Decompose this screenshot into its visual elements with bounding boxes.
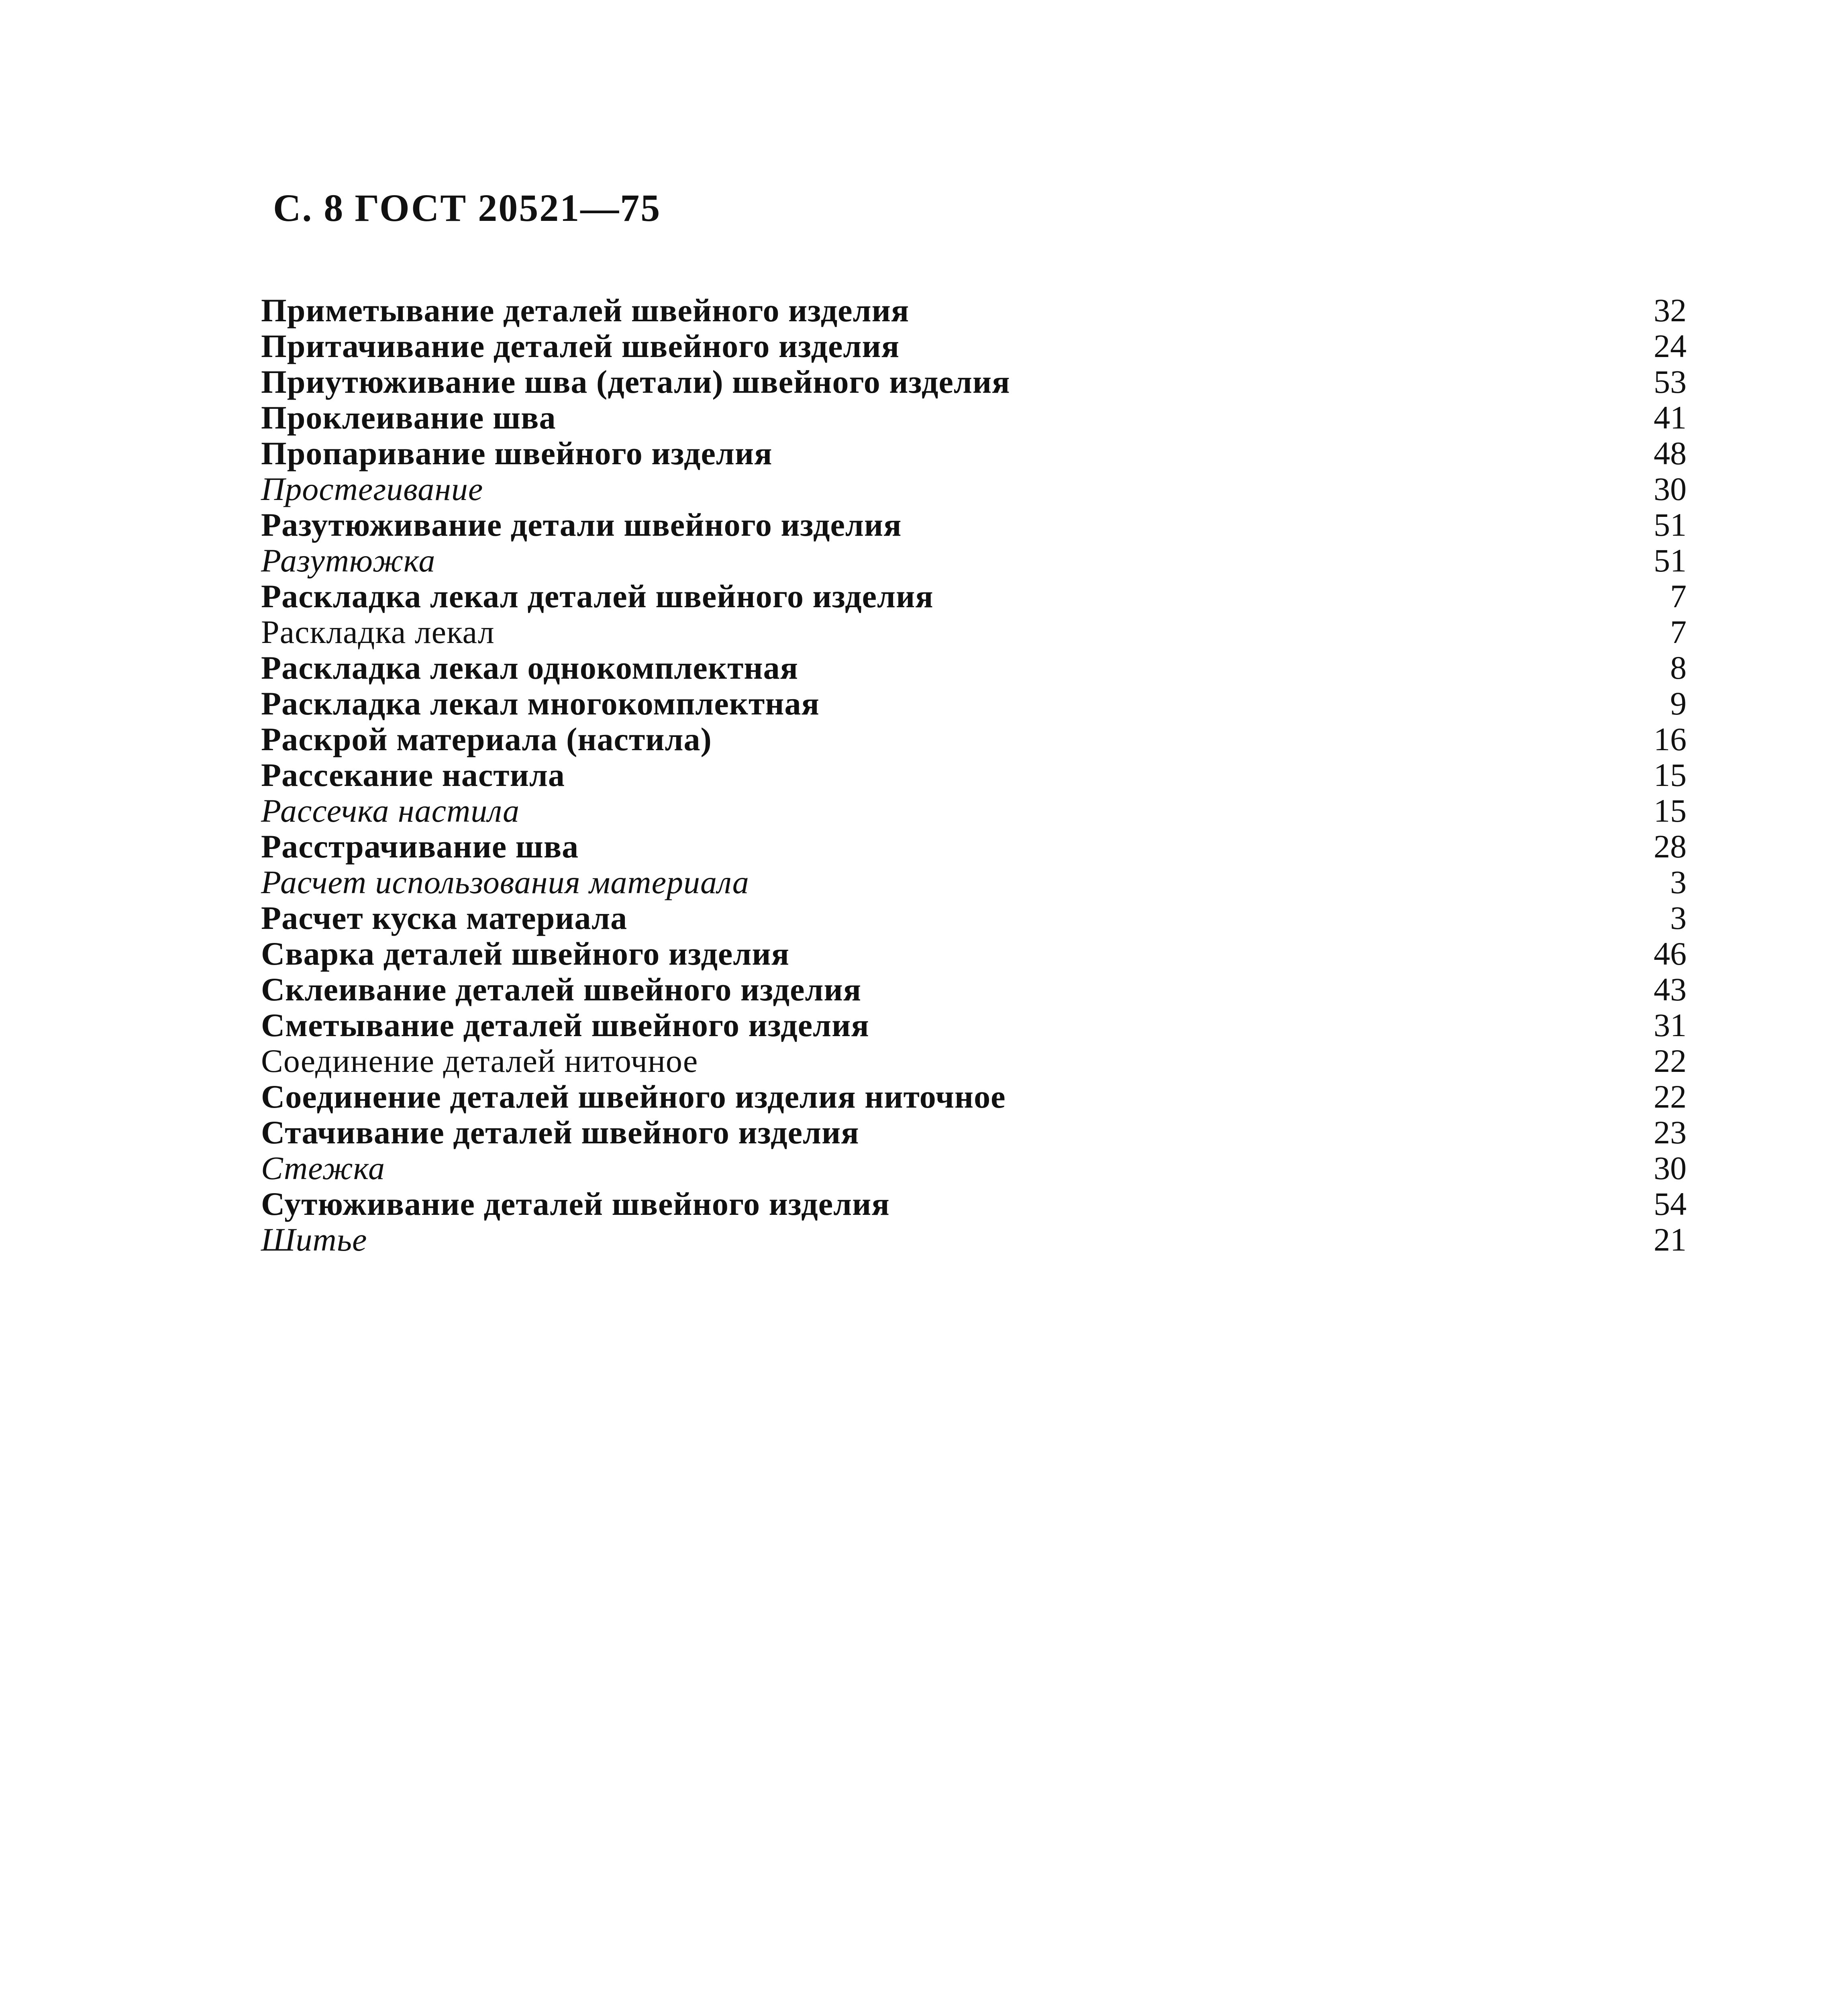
index-page-number: 22	[1654, 1078, 1687, 1115]
index-entry	[261, 400, 1687, 435]
index-page-number: 51	[1654, 542, 1687, 579]
index-term: Склеивание деталей швейного изделия	[261, 971, 862, 1008]
index-entry	[261, 650, 1687, 686]
index-page-number: 32	[1654, 292, 1687, 329]
index-entry	[261, 578, 1687, 614]
index-term: Притачивание деталей швейного изделия	[261, 328, 900, 364]
index-page-number: 28	[1654, 828, 1687, 865]
index-page-number: 15	[1654, 792, 1687, 829]
term-index-list	[261, 292, 1687, 1257]
index-entry	[261, 364, 1687, 400]
index-page-number: 41	[1654, 399, 1687, 436]
index-page-number: 24	[1654, 328, 1687, 364]
index-term: Проклеивание шва	[261, 399, 556, 436]
index-term: Приметывание деталей швейного изделия	[261, 292, 910, 329]
index-entry	[261, 507, 1687, 543]
index-entry	[261, 1222, 1687, 1257]
index-term: Сметывание деталей швейного изделия	[261, 1007, 869, 1043]
index-entry	[261, 936, 1687, 971]
index-entry	[261, 1114, 1687, 1150]
index-entry	[261, 971, 1687, 1007]
index-term: Соединение деталей швейного изделия ниточное	[261, 1078, 1006, 1115]
index-entry	[261, 292, 1687, 328]
index-page-number: 31	[1654, 1007, 1687, 1043]
index-term: Шитье	[261, 1221, 367, 1258]
index-page-number: 15	[1654, 757, 1687, 793]
index-term: Сварка деталей швейного изделия	[261, 935, 789, 972]
index-term: Стежка	[261, 1150, 386, 1186]
index-page-number: 9	[1670, 685, 1687, 722]
index-entry	[261, 864, 1687, 900]
index-page-number: 3	[1670, 900, 1687, 936]
index-page-number: 23	[1654, 1114, 1687, 1151]
index-term: Расчет использования материала	[261, 864, 749, 900]
index-page-number: 21	[1654, 1221, 1687, 1258]
index-page-number: 30	[1654, 1150, 1687, 1186]
index-entry	[261, 1079, 1687, 1114]
index-term: Расстрачивание шва	[261, 828, 579, 865]
index-entry	[261, 543, 1687, 578]
index-entry	[261, 614, 1687, 650]
index-term: Раскладка лекал	[261, 614, 495, 650]
index-page-number: 22	[1654, 1043, 1687, 1079]
index-term: Раскладка лекал деталей швейного изделия	[261, 578, 934, 614]
index-term: Пропаривание швейного изделия	[261, 435, 773, 471]
index-page-number: 7	[1670, 614, 1687, 650]
index-term: Расчет куска материала	[261, 900, 628, 936]
index-entry	[261, 900, 1687, 936]
index-term: Простегивание	[261, 471, 483, 507]
index-page-number: 8	[1670, 649, 1687, 686]
index-entry	[261, 1043, 1687, 1079]
index-entry	[261, 1186, 1687, 1222]
index-entry	[261, 471, 1687, 507]
index-entry	[261, 757, 1687, 793]
index-term: Рассечка настила	[261, 792, 520, 829]
index-term: Сутюживание деталей швейного изделия	[261, 1186, 890, 1222]
index-page-number: 16	[1654, 721, 1687, 757]
page-header	[273, 186, 661, 229]
index-entry	[261, 328, 1687, 364]
index-page-number: 54	[1654, 1186, 1687, 1222]
index-term: Раскладка лекал многокомплектная	[261, 685, 820, 722]
index-page-number: 30	[1654, 471, 1687, 507]
index-page-number: 53	[1654, 363, 1687, 400]
index-term: Раскрой материала (настила)	[261, 721, 712, 757]
index-term: Разутюжка	[261, 542, 436, 579]
index-entry	[261, 435, 1687, 471]
index-entry	[261, 721, 1687, 757]
index-term: Соединение деталей ниточное	[261, 1043, 698, 1079]
index-page-number: 46	[1654, 935, 1687, 972]
index-entry	[261, 1150, 1687, 1186]
page-number-label: С. 8	[273, 186, 345, 229]
index-page-number: 3	[1670, 864, 1687, 900]
standard-designation: ГОСТ 20521—75	[355, 186, 661, 229]
index-entry	[261, 793, 1687, 829]
index-term: Стачивание деталей швейного изделия	[261, 1114, 859, 1151]
index-entry	[261, 1007, 1687, 1043]
index-entry	[261, 686, 1687, 721]
index-page-number: 48	[1654, 435, 1687, 471]
index-term: Рассекание настила	[261, 757, 565, 793]
index-page-number: 43	[1654, 971, 1687, 1008]
index-term: Разутюживание детали швейного изделия	[261, 506, 902, 543]
index-term: Приутюживание шва (детали) швейного изделия	[261, 363, 1010, 400]
index-term: Раскладка лекал однокомплектная	[261, 649, 798, 686]
index-entry	[261, 829, 1687, 864]
index-page-number: 51	[1654, 506, 1687, 543]
index-page-number: 7	[1670, 578, 1687, 614]
